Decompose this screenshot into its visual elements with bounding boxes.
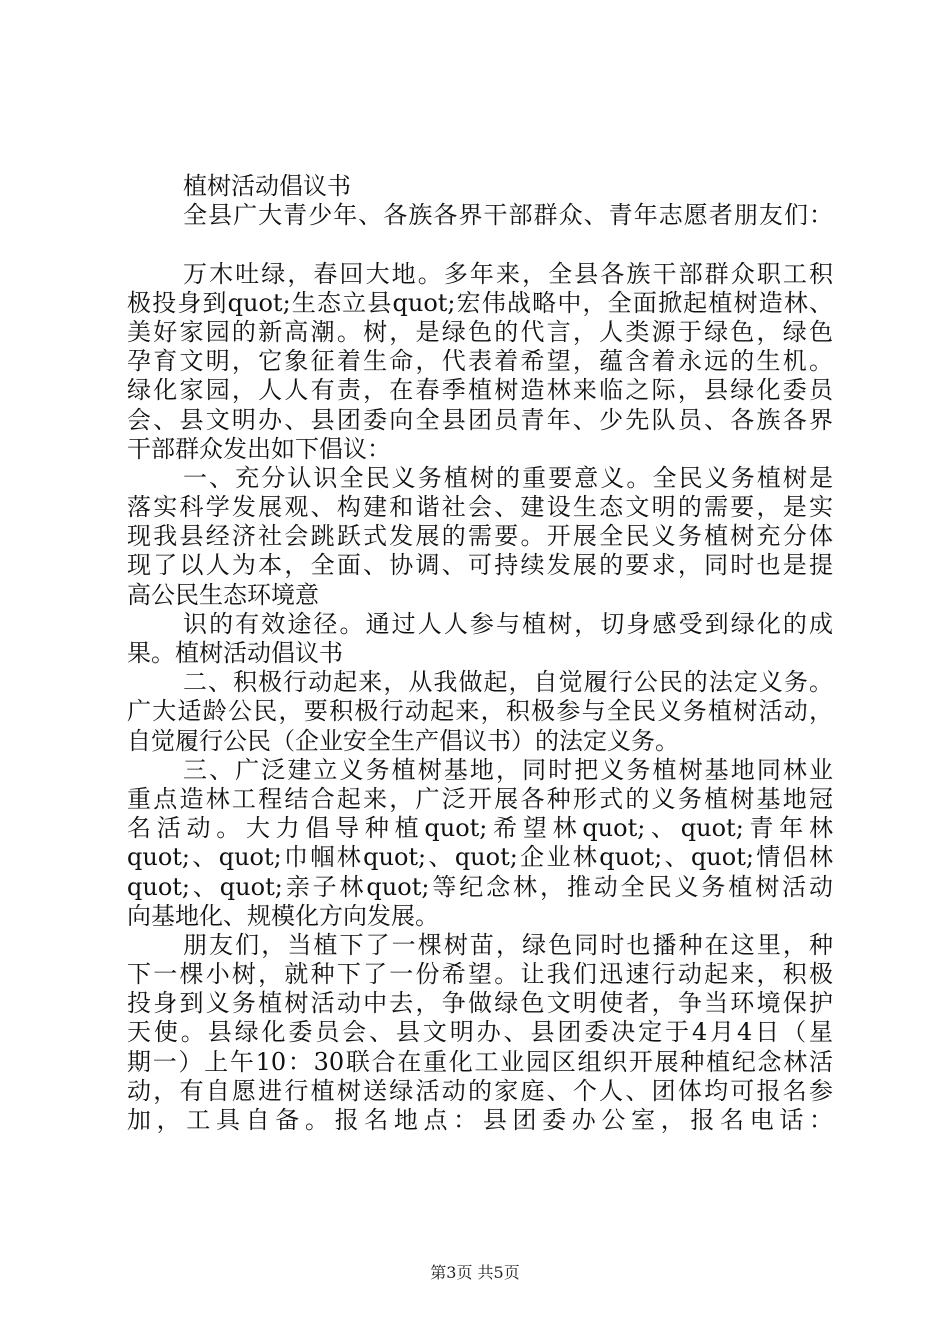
- paragraph-line: 万木吐绿，春回大地。多年来，全县各族干部群众职工积: [183, 259, 833, 288]
- paragraph-line: 动，有自愿进行植树送绿活动的家庭、个人、团体均可报名参: [127, 1076, 833, 1105]
- paragraph-line: 识的有效途径。通过人人参与植树，切身感受到绿化的成: [183, 609, 833, 638]
- paragraph-line: 现了以人为本，全面、协调、可持续发展的要求，同时也是提: [127, 551, 833, 580]
- paragraph-line: 天使。县绿化委员会、县文明办、县团委决定于4月4日（星: [127, 1018, 833, 1047]
- paragraph-line: 向基地化、规模化方向发展。: [127, 901, 439, 930]
- paragraph-line: 重点造林工程结合起来，广泛开展各种形式的义务植树基地冠: [127, 784, 833, 813]
- paragraph-line: 一、充分认识全民义务植树的重要意义。全民义务植树是: [183, 463, 833, 492]
- paragraph-line: 期一）上午10：30联合在重化工业园区组织开展种植纪念林活: [127, 1047, 833, 1076]
- paragraph-line: 干部群众发出如下倡议：: [127, 434, 391, 463]
- paragraph-line: 高公民生态环境意: [127, 580, 319, 609]
- paragraph-line: 名活动。大力倡导种植quot;希望林quot;、quot;青年林: [127, 814, 833, 843]
- paragraph-line: 果。植树活动倡议书: [127, 639, 343, 667]
- paragraph-line: 美好家园的新高潮。树，是绿色的代言，人类源于绿色，绿色: [127, 317, 833, 346]
- paragraph-line: 自觉履行公民（企业安全生产倡议书）的法定义务。: [127, 726, 679, 755]
- paragraph-line: quot;、quot;亲子林quot;等纪念林，推动全民义务植树活动: [127, 872, 833, 901]
- paragraph-line: 绿化家园，人人有责，在春季植树造林来临之际，县绿化委员: [127, 376, 833, 405]
- paragraph-line: 加，工具自备。报名地点：县团委办公室，报名电话：: [127, 1106, 833, 1134]
- paragraph-line: 落实科学发展观、构建和谐社会、建设生态文明的需要，是实: [127, 493, 833, 522]
- page-footer: 第3页 共5页: [430, 1263, 520, 1282]
- paragraph-line: 会、县文明办、县团委向全县团员青年、少先队员、各族各界: [127, 405, 833, 434]
- paragraph-line: 现我县经济社会跳跃式发展的需要。开展全民义务植树充分体: [127, 522, 833, 551]
- paragraph-line: 朋友们，当植下了一棵树苗，绿色同时也播种在这里，种: [183, 930, 833, 959]
- paragraph-line: 下一棵小树，就种下了一份希望。让我们迅速行动起来，积极: [127, 960, 833, 989]
- paragraph-line: 广大适龄公民，要积极行动起来，积极参与全民义务植树活动，: [127, 697, 833, 726]
- paragraph-line: 三、广泛建立义务植树基地，同时把义务植树基地同林业: [183, 755, 833, 784]
- paragraph-line: quot;、quot;巾帼林quot;、quot;企业林quot;、quot;情侣林: [127, 843, 833, 872]
- document-body: [127, 172, 833, 1135]
- document-title: 植树活动倡议书: [183, 172, 351, 200]
- paragraph-line: 二、积极行动起来，从我做起，自觉履行公民的法定义务。: [183, 668, 833, 697]
- salutation: 全县广大青少年、各族各界干部群众、青年志愿者朋友们：: [183, 201, 833, 230]
- blank-line: [127, 230, 833, 259]
- paragraph-line: 孕育文明，它象征着生命，代表着希望，蕴含着永远的生机。: [127, 347, 833, 376]
- paragraph-line: 极投身到quot;生态立县quot;宏伟战略中，全面掀起植树造林、: [127, 288, 833, 317]
- paragraph-line: 投身到义务植树活动中去，争做绿色文明使者，争当环境保护: [127, 989, 833, 1018]
